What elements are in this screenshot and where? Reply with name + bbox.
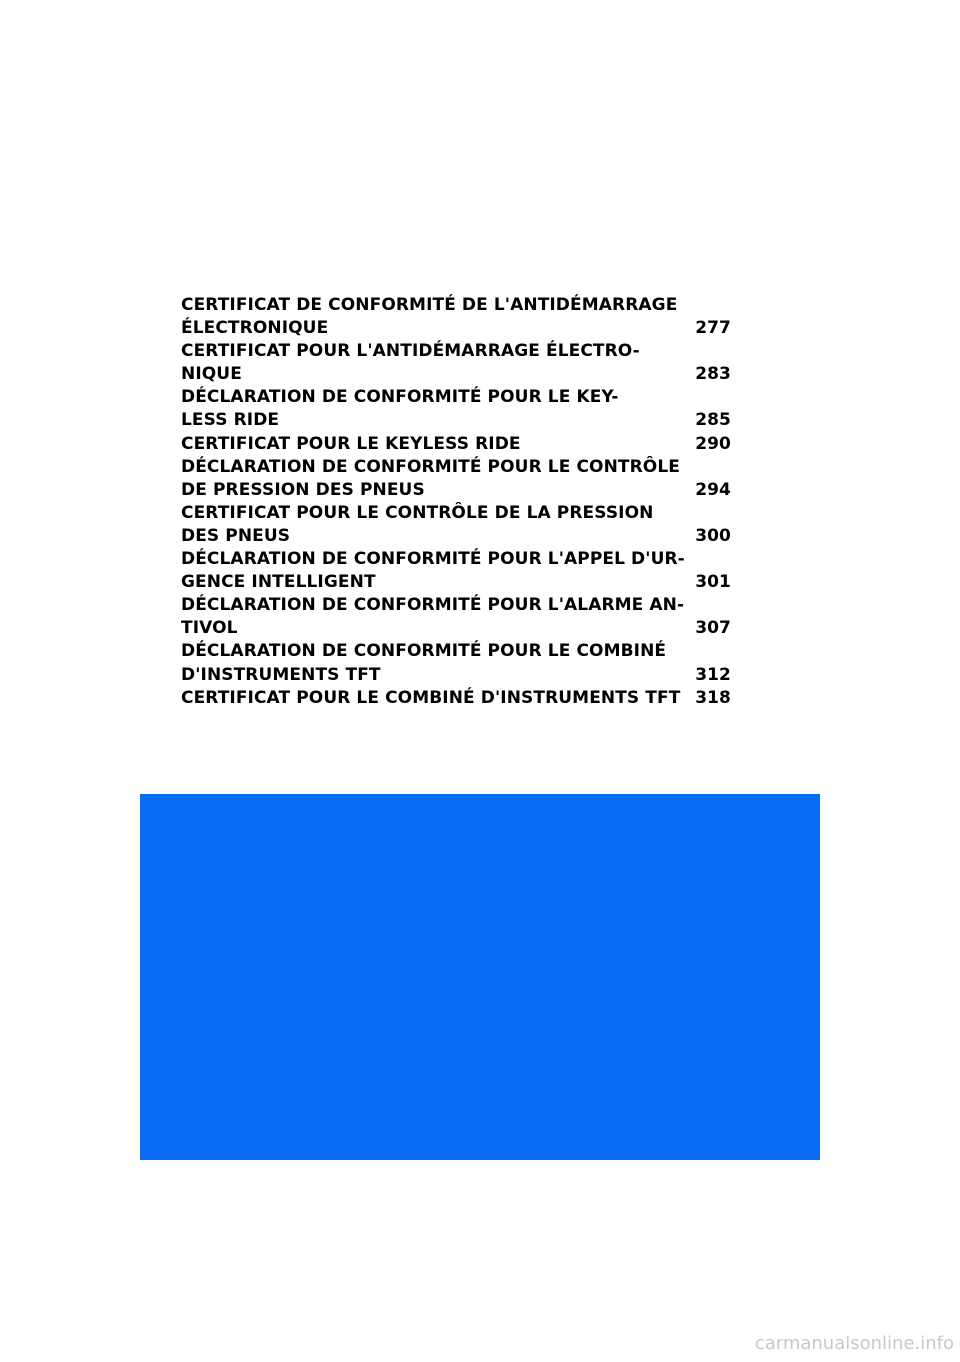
toc-entry-title: ÉLECTRONIQUE xyxy=(181,318,329,339)
toc-entry-title: D'INSTRUMENTS TFT xyxy=(181,664,381,685)
toc-entry-line xyxy=(181,525,731,548)
toc-entry[interactable] xyxy=(181,386,731,432)
toc-entry-line xyxy=(181,548,731,571)
toc-entry[interactable] xyxy=(181,433,731,456)
toc-entry[interactable] xyxy=(181,340,731,386)
toc-entry-title: GENCE INTELLIGENT xyxy=(181,572,376,593)
toc-entry-line xyxy=(181,479,731,502)
toc-entry-line xyxy=(181,409,731,432)
toc-entry-title: DÉCLARATION DE CONFORMITÉ POUR L'ALARME AN- xyxy=(181,595,685,616)
toc-entry-page-number: 307 xyxy=(695,618,731,639)
toc-entry[interactable] xyxy=(181,548,731,594)
toc-entry-line xyxy=(181,571,731,594)
toc-entry-page-number: 290 xyxy=(695,433,731,454)
toc-entry-page-number: 300 xyxy=(695,525,731,546)
toc-entry-title: NIQUE xyxy=(181,364,242,385)
toc-entry[interactable] xyxy=(181,294,731,340)
watermark-text: carmanualsonline.info xyxy=(754,1333,954,1354)
toc-entry-title: DÉCLARATION DE CONFORMITÉ POUR LE CONTRÔLE xyxy=(181,456,680,477)
toc-entry-page-number: 294 xyxy=(695,479,731,500)
toc-entry-title: TIVOL xyxy=(181,618,238,639)
toc-entry-line xyxy=(181,594,731,617)
toc-entry-line xyxy=(181,502,731,525)
toc-entry-page-number: 277 xyxy=(695,318,731,339)
toc-entry[interactable] xyxy=(181,456,731,502)
toc-entry-title: DE PRESSION DES PNEUS xyxy=(181,479,425,500)
toc-entry-line xyxy=(181,456,731,479)
toc-entry-line xyxy=(181,687,731,710)
toc-entry-page-number: 301 xyxy=(695,572,731,593)
toc-entry-title: DÉCLARATION DE CONFORMITÉ POUR LE KEY- xyxy=(181,387,619,408)
toc-entry-page-number: 283 xyxy=(695,364,731,385)
toc-entry[interactable] xyxy=(181,502,731,548)
toc-entry-line xyxy=(181,386,731,409)
toc-entry-title: CERTIFICAT DE CONFORMITÉ DE L'ANTIDÉMARRAGE xyxy=(181,295,678,315)
toc-entry-title: CERTIFICAT POUR LE COMBINÉ D'INSTRUMENTS TFT xyxy=(181,687,681,708)
toc-entry-line xyxy=(181,664,731,687)
toc-entry-title: DÉCLARATION DE CONFORMITÉ POUR L'APPEL D'UR- xyxy=(181,549,685,570)
toc-entry-title: DES PNEUS xyxy=(181,525,291,546)
toc-entry-line xyxy=(181,640,731,663)
blue-cover-panel xyxy=(140,794,820,1160)
toc-entry-title: CERTIFICAT POUR LE CONTRÔLE DE LA PRESSION xyxy=(181,502,654,523)
toc-entry-line xyxy=(181,433,731,456)
toc-entry-title: CERTIFICAT POUR L'ANTIDÉMARRAGE ÉLECTRO- xyxy=(181,341,640,362)
toc-entry-line xyxy=(181,363,731,386)
toc-entry-title: CERTIFICAT POUR LE KEYLESS RIDE xyxy=(181,433,521,454)
toc-entry[interactable] xyxy=(181,687,731,710)
table-of-contents xyxy=(181,294,731,710)
toc-entry-title: DÉCLARATION DE CONFORMITÉ POUR LE COMBINÉ xyxy=(181,641,667,662)
toc-entry-page-number: 285 xyxy=(695,410,731,431)
toc-entry-page-number: 312 xyxy=(695,664,731,685)
toc-entry-page-number: 318 xyxy=(695,687,731,708)
toc-entry-line xyxy=(181,294,731,317)
toc-entry[interactable] xyxy=(181,640,731,686)
toc-entry[interactable] xyxy=(181,594,731,640)
toc-entry-line xyxy=(181,340,731,363)
toc-entry-line xyxy=(181,617,731,640)
toc-entry-title: LESS RIDE xyxy=(181,410,280,431)
toc-entry-line xyxy=(181,317,731,340)
